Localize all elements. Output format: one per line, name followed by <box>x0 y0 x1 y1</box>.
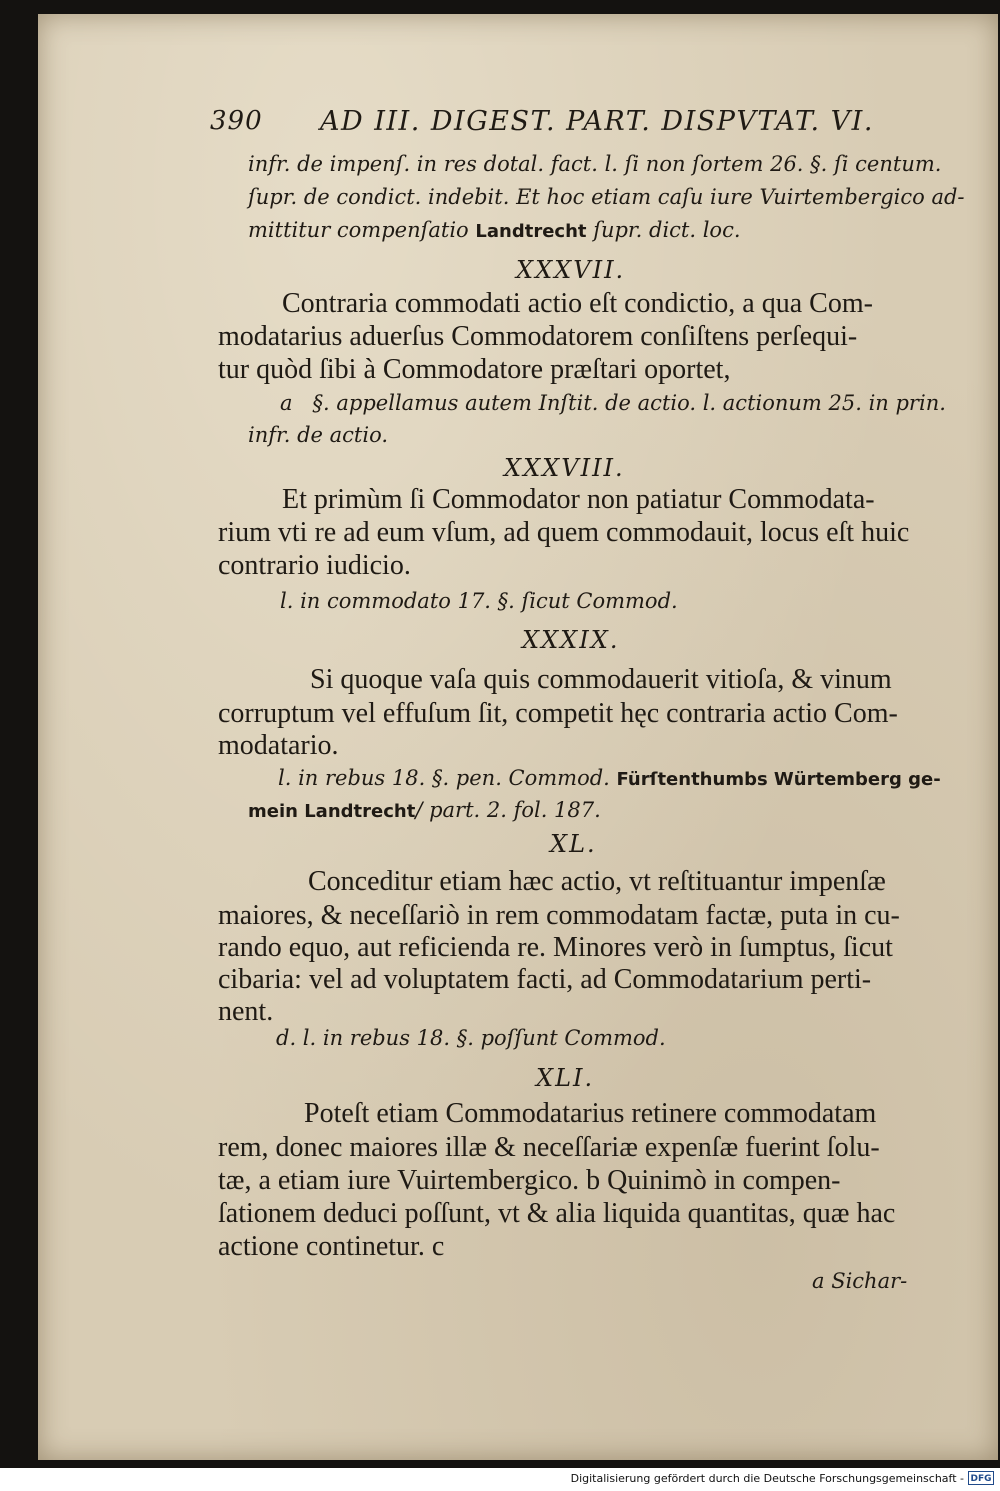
section-text-line: actione continetur. c <box>218 1231 445 1262</box>
catchword: a Sichar- <box>812 1269 908 1293</box>
section-numeral: XXXVIII. <box>504 454 625 482</box>
dfg-credit-text: Digitalisierung gefördert durch die Deutsche Forschungsgemeinschaft - <box>570 1472 964 1485</box>
section-note-line: a §. appellamus autem Inſtit. de actio. l. actionum 25. in prin. <box>280 391 946 415</box>
landtrecht-blackletter: Landtrecht <box>475 221 587 242</box>
section-note-line <box>278 766 941 790</box>
continuation-note-text: mittitur compenſatio <box>248 218 469 242</box>
section-text-line: ſationem deduci poſſunt, vt & alia liquida quantitas, quæ hac <box>218 1198 896 1229</box>
section-text-line: rando equo, aut reficienda re. Minores verò in ſumptus, ſicut <box>218 932 893 963</box>
continuation-note-line: infr. de impenſ. in res dotal. fact. l. ſi non ſortem 26. §. ſi centum. <box>248 152 942 176</box>
section-text-line: Si quoque vaſa quis commodauerit vitioſa, & vinum <box>310 664 892 695</box>
section-numeral: XXXIX. <box>522 626 620 654</box>
section-text-line: tur quòd ſibi à Commodatore præſtari oportet, <box>218 354 731 385</box>
section-text-line: rium vti re ad eum vſum, ad quem commodauit, locus eſt huic <box>218 517 910 548</box>
page-number: 390 <box>210 106 263 136</box>
section-note-line: l. in commodato 17. §. ſicut Commod. <box>280 589 678 613</box>
section-text-line: nent. <box>218 996 274 1027</box>
section-text-line: rem, donec maiores illæ & neceſſariæ expenſæ fuerint ſolu- <box>218 1132 880 1163</box>
dfg-logo: DFG <box>968 1471 994 1485</box>
section-text-line: tæ, a etiam iure Vuirtembergico. b Quinimò in compen- <box>218 1165 841 1196</box>
fuerstenthumbs-blackletter: Fürſtenthumbs Würtemberg ge- <box>616 769 941 790</box>
section-note-ref: / part. 2. fol. 187. <box>415 798 601 822</box>
landtrecht-blackletter: mein Landtrecht <box>248 801 416 822</box>
section-text-line: modatario. <box>218 730 339 761</box>
digitization-footer <box>0 1468 1000 1491</box>
section-numeral: XLI. <box>536 1064 595 1092</box>
section-note-line: infr. de actio. <box>248 423 389 447</box>
section-note-ref: l. in rebus 18. §. pen. Commod. <box>278 766 610 790</box>
section-text-line: Contraria commodati actio eſt condictio, a qua Com- <box>282 288 873 319</box>
book-page <box>38 14 998 1460</box>
section-note-line: d. l. in rebus 18. §. poſſunt Commod. <box>276 1026 666 1050</box>
section-text-line: maiores, & neceſſariò in rem commodatam factæ, puta in cu- <box>218 900 900 931</box>
section-text-line: modatarius aduerſus Commodatorem conſiſtens perſequi- <box>218 321 858 352</box>
section-text-line: contrario iudicio. <box>218 550 411 581</box>
running-title: AD III. DIGEST. PART. DISPVTAT. VI. <box>320 106 874 137</box>
section-text-line: cibaria: vel ad voluptatem facti, ad Commodatarium perti- <box>218 964 872 995</box>
section-text-line: Conceditur etiam hæc actio, vt reſtituantur impenſæ <box>308 866 886 897</box>
continuation-note-line: ſupr. de condict. indebit. Et hoc etiam caſu iure Vuirtembergico ad- <box>248 185 965 209</box>
section-text-line: Poteſt etiam Commodatarius retinere commodatam <box>304 1098 877 1129</box>
section-text-line: corruptum vel effuſum ſit, competit hęc contraria actio Com- <box>218 698 898 729</box>
section-note-line <box>248 798 601 822</box>
section-numeral: XXXVII. <box>516 256 626 284</box>
section-numeral: XL. <box>550 830 597 858</box>
section-text-line: Et primùm ſi Commodator non patiatur Commodata- <box>282 484 875 515</box>
continuation-note-ref: ſupr. dict. loc. <box>593 218 741 242</box>
continuation-note-line <box>248 218 741 242</box>
